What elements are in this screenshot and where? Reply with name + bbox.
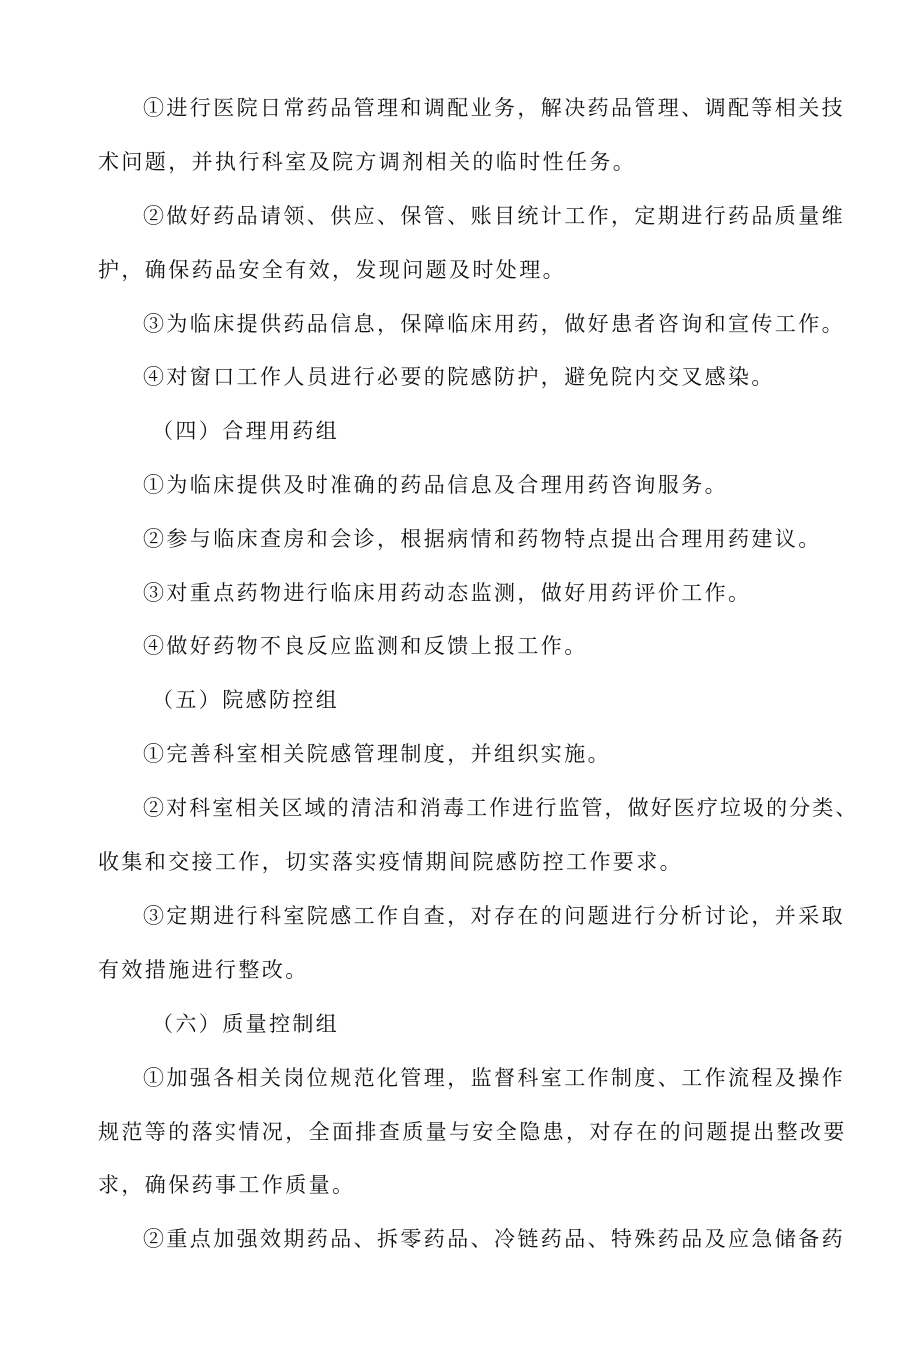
- paragraph-line: ③为临床提供药品信息，保障临床用药，做好患者咨询和宣传工作。: [143, 312, 845, 336]
- paragraph-line: ③定期进行科室院感工作自查，对存在的问题进行分析讨论，并采取: [143, 904, 845, 928]
- section-heading: （六）质量控制组: [152, 1012, 340, 1036]
- paragraph-line: ④做好药物不良反应监测和反馈上报工作。: [143, 634, 588, 658]
- paragraph-line: ②对科室相关区域的清洁和消毒工作进行监管，做好医疗垃圾的分类、: [143, 796, 859, 820]
- paragraph-line: ①为临床提供及时准确的药品信息及合理用药咨询服务。: [143, 473, 728, 497]
- paragraph-line: ①进行医院日常药品管理和调配业务，解决药品管理、调配等相关技: [143, 96, 845, 120]
- paragraph-line: ②重点加强效期药品、拆零药品、冷链药品、特殊药品及应急储备药: [143, 1227, 845, 1251]
- paragraph-line: 有效措施进行整改。: [98, 958, 309, 982]
- paragraph-line: 规范等的落实情况，全面排查质量与安全隐患，对存在的问题提出整改要: [98, 1120, 847, 1144]
- section-heading: （四）合理用药组: [152, 419, 340, 443]
- paragraph-line: 求，确保药事工作质量。: [98, 1173, 356, 1197]
- paragraph-line: 收集和交接工作，切实落实疫情期间院感防控工作要求。: [98, 850, 683, 874]
- paragraph-line: ④对窗口工作人员进行必要的院感防护，避免院内交叉感染。: [143, 365, 775, 389]
- paragraph-line: 术问题，并执行科室及院方调剂相关的临时性任务。: [98, 150, 637, 174]
- paragraph-line: ②做好药品请领、供应、保管、账目统计工作，定期进行药品质量维: [143, 204, 845, 228]
- section-heading: （五）院感防控组: [152, 688, 340, 712]
- paragraph-line: ③对重点药物进行临床用药动态监测，做好用药评价工作。: [143, 581, 752, 605]
- paragraph-line: 护，确保药品安全有效，发现问题及时处理。: [98, 258, 566, 282]
- paragraph-line: ①完善科室相关院感管理制度，并组织实施。: [143, 742, 611, 766]
- paragraph-line: ①加强各相关岗位规范化管理，监督科室工作制度、工作流程及操作: [143, 1066, 845, 1090]
- paragraph-line: ②参与临床查房和会诊，根据病情和药物特点提出合理用药建议。: [143, 527, 822, 551]
